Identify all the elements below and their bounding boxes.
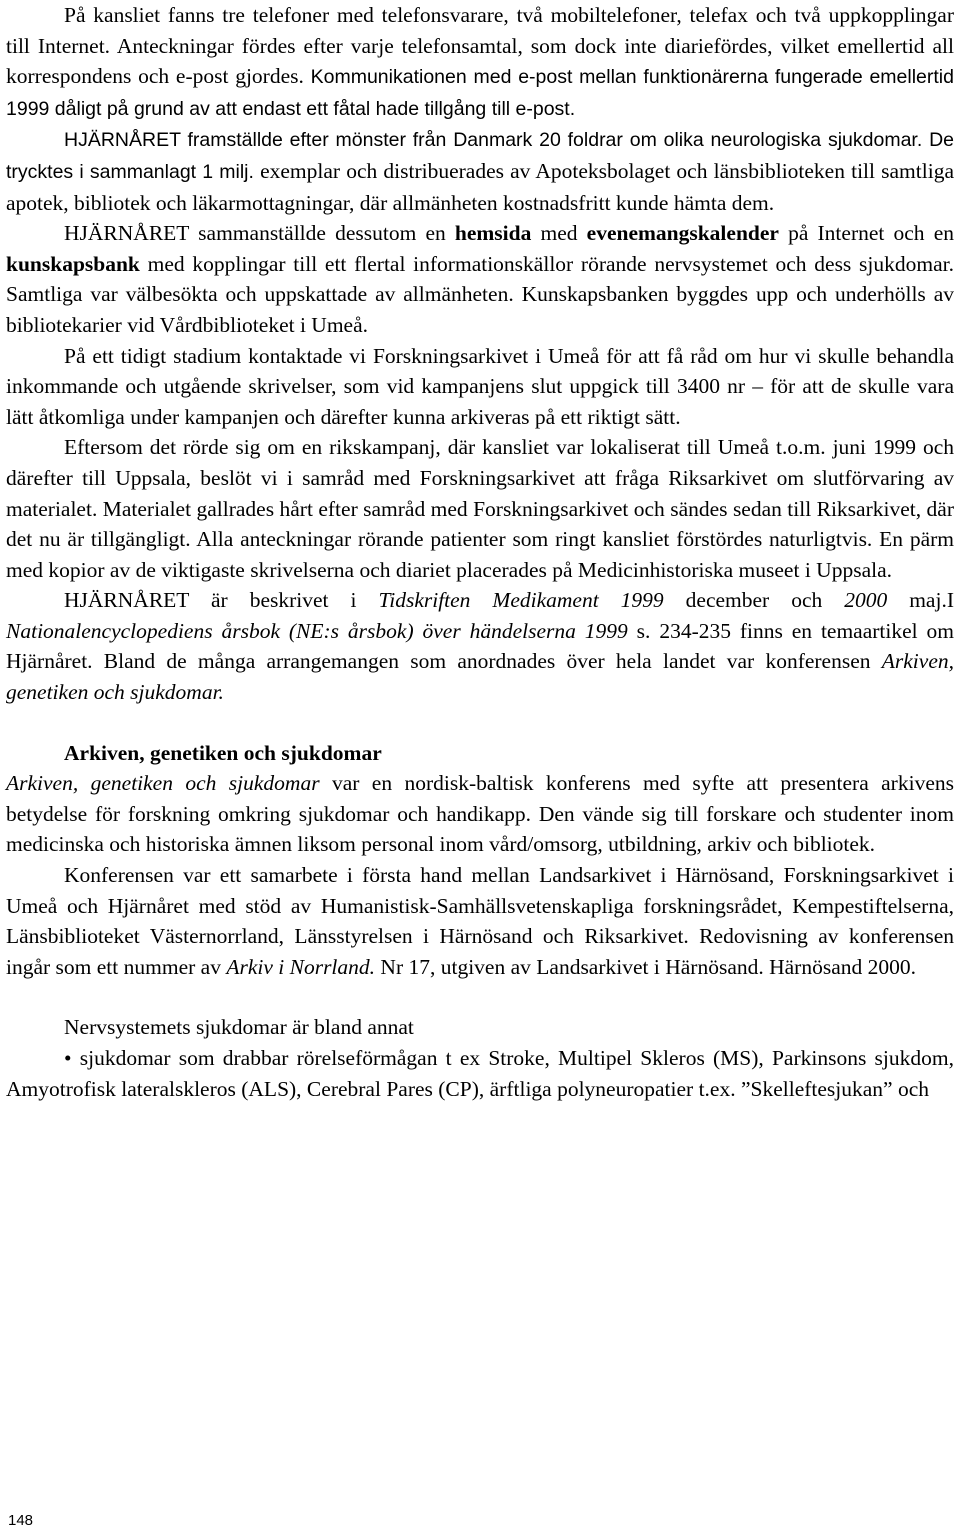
paragraph-foldrar [6, 124, 954, 218]
bold-term-hemsida: hemsida [454, 221, 532, 246]
page-number: 148 [8, 1512, 34, 1529]
italic-title: Nationalencyclopediens årsbok (NE:s årsbok) över händelserna 1999 [6, 618, 628, 643]
text-run: s. 234-235 finns en temaartikel om Hjärnåret. Bland de många arrangemangen som anordnades över hela landet var konferensen [6, 618, 954, 674]
text-run: exemplar och distribuerades av Apoteksbolaget och länsbiblioteken till samtliga apotek, bibliotek och läkarmottagningar, där allmänheten kostnadsfritt kunde hämta dem. [6, 158, 954, 215]
paragraph-samarbete [6, 860, 954, 982]
paragraph-riksarkivet: Eftersom det rörde sig om en rikskampanj, där kansliet var lokaliserat till Umeå t.o.m. juni 1999 och därefter till Uppsala, beslöt vi i samråd med Forskningsarkivet att fråga Riksarkivet om slutförvaring av materialet. Materialet gallrades hårt efter samråd med Forskningsarkivet och sändes sedan till Riksarkivet, där det nu är tillgängligt. Alla anteckningar rörande patienter som ringt kansliet förstördes naturligtvis. En pärm med kopior av de viktigaste skrivelserna och diariet placerades på Medicinhistoriska museet i Uppsala. [6, 435, 954, 582]
bold-term-evenemangskalender: evenemangskalender [586, 221, 779, 246]
spacer [6, 982, 954, 1012]
paragraph-telephones [6, 0, 954, 124]
paragraph-forskningsarkivet: På ett tidigt stadium kontaktade vi Forskningsarkivet i Umeå för att få råd om hur vi skulle behandla inkommande och utgående skrivelser, som vid kampanjens slut uppgick till 3400 nr – för att de skulle vara lätt åtkomliga under kampanjen och därefter kunna arkiveras på ett riktigt sätt. [6, 343, 954, 429]
document-page [6, 0, 954, 1104]
paragraph-hemsida [6, 218, 954, 340]
italic-title: Arkiven, genetiken och sjukdomar [6, 771, 320, 796]
spacer [6, 708, 954, 738]
text-run-sans: Kommunikationen med e-post mellan funktionärerna fungerade emellertid 1999 dåligt på grund av att endast ett fåtal hade tillgång till e-post. [6, 66, 954, 120]
text-run: Konferensen var ett samarbete i första hand mellan Landsarkivet i Härnösand, Forskningsarkivet i Umeå och Hjärnåret med stöd av Humanistisk-Samhällsvetenskapliga forskningsrådet, Kempestiftelserna, Länsbiblioteket Västernorrland, Länsstyrelsen i Härnösand och Riksarkivet. Redovisning av konferensen ingår som ett nummer av [6, 863, 954, 979]
text-run: HJÄRNÅRET sammanställde dessutom en [64, 221, 455, 246]
text-run: med kopplingar till ett flertal informationskällor rörande nervsystemet och dess sjukdomar. Samtliga var välbesökta och uppskattade av allmänheten. Kunskapsbanken byggdes upp och underhölls av bibliotekarier vid Vårdbiblioteket i Umeå. [6, 251, 954, 337]
text-run: Nr 17, utgiven av Landsarkivet i Härnösand. Härnösand 2000. [375, 954, 917, 979]
text-run: maj.I [887, 588, 954, 613]
text-run: var en nordisk-baltisk konferens med syfte att presentera arkivens betydelse för forskning omkring sjukdomar och handikapp. Den vände sig till forskare och studenter inom medicinska och historiska ämnen liksom personal inom vård/omsorg, utbildning, arkiv och bibliotek. [6, 771, 954, 857]
italic-title: Arkiv i Norrland. [226, 954, 376, 979]
text-run: med [531, 221, 587, 246]
text-run: På kansliet fanns tre telefoner med telefonsvarare, två mobiltelefoner, telefax och två uppkopplingar till Internet. Anteckningar fördes efter varje telefonsamtal, som dock inte diariefördes, vilket emellertid all korrespondens och e-post gjordes. [6, 3, 954, 89]
italic-title: Arkiven, genetiken och sjukdomar. [6, 649, 954, 705]
bullet-item: • sjukdomar som drabbar rörelseförmågan t ex Stroke, Multipel Skleros (MS), Parkinsons sjukdom, Amyotrofisk lateralskleros (ALS), Cerebral Pares (CP), ärftliga polyneuropatier t.ex. ”Skelleftesjukan” och [6, 1046, 954, 1101]
bold-term-kunskapsbank: kunskapsbank [6, 251, 140, 276]
paragraph-tidskriften [6, 585, 954, 707]
paragraph-konferens [6, 768, 954, 860]
list-heading: Nervsystemets sjukdomar är bland annat [64, 1015, 414, 1040]
text-run: HJÄRNÅRET är beskrivet i [64, 588, 379, 613]
text-run: på Internet och en [778, 221, 954, 246]
text-run: december och [663, 588, 845, 613]
italic-title: 2000 [844, 588, 888, 613]
section-heading: Arkiven, genetiken och sjukdomar [64, 740, 382, 765]
italic-title: Tidskriften Medikament 1999 [378, 588, 664, 613]
text-run-sans: HJÄRNÅRET framställde efter mönster från Danmark 20 foldrar om olika neurologiska sjukdomar. De trycktes i sammanlagt 1 milj. [6, 129, 954, 183]
